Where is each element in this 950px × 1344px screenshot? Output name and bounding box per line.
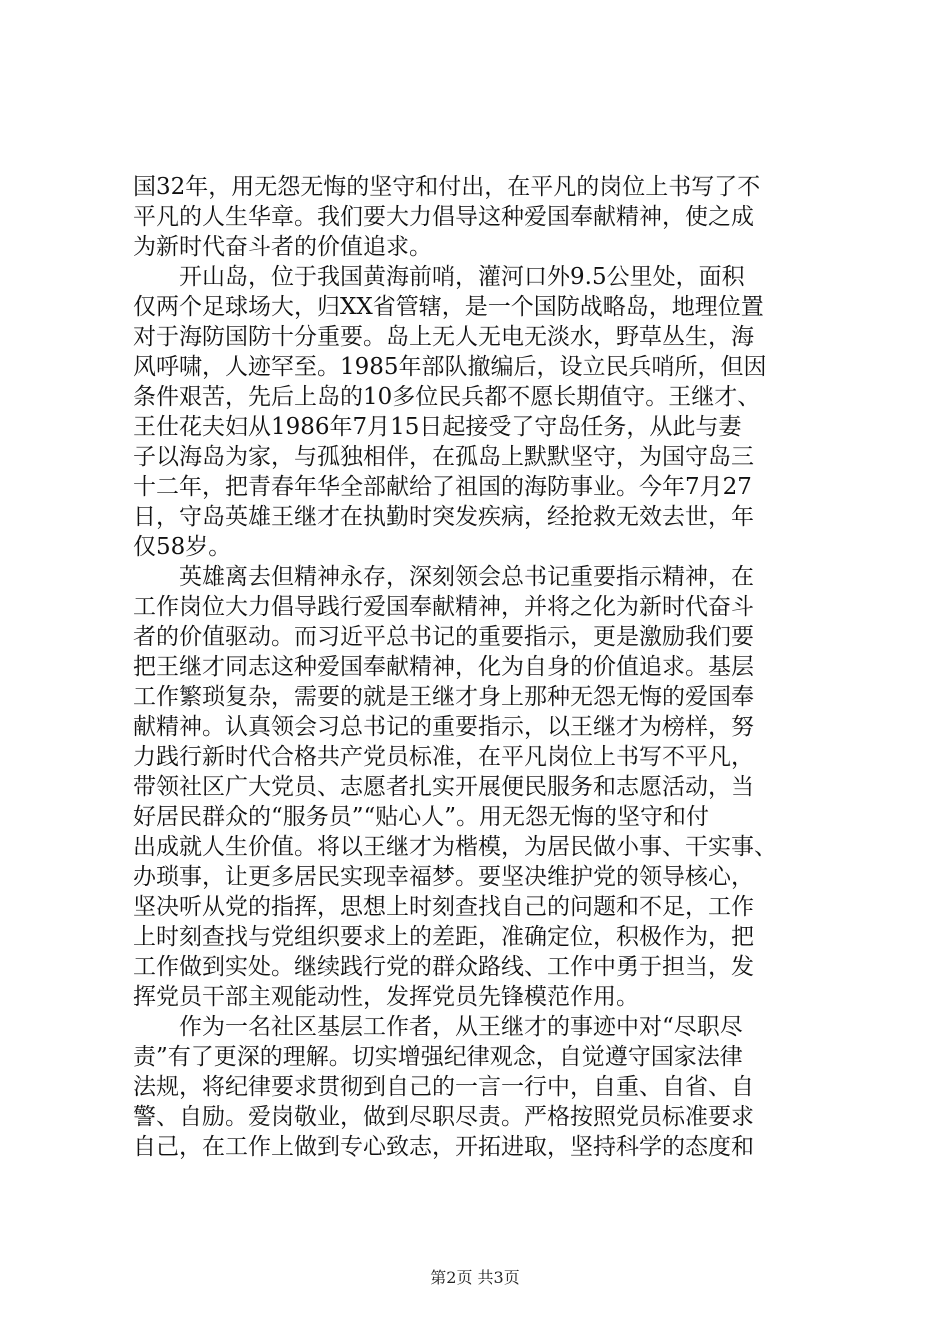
text-line: 仅58岁。: [133, 534, 232, 560]
text-line: 王仕花夫妇从1986年7月15日起接受了守岛任务，从此与妻: [133, 414, 742, 440]
text-line: 仅两个足球场大，归XX省管辖，是一个国防战略岛，地理位置: [133, 294, 764, 320]
page-footer: 第2页 共3页: [430, 1268, 520, 1287]
text-line: 英雄离去但精神永存，深刻领会总书记重要指示精神，在: [133, 564, 754, 590]
text-line: 国32年，用无怨无悔的坚守和付出，在平凡的岗位上书写了不: [133, 174, 761, 200]
text-line: 作为一名社区基层工作者，从王继才的事迹中对“尽职尽: [133, 1014, 743, 1040]
text-line: 工作繁琐复杂，需要的就是王继才身上那种无怨无悔的爱国奉: [133, 684, 754, 710]
text-line: 为新时代奋斗者的价值追求。: [133, 234, 432, 260]
text-line: 把王继才同志这种爱国奉献精神，化为自身的价值追求。基层: [133, 654, 754, 680]
text-line: 挥党员干部主观能动性，发挥党员先锋模范作用。: [133, 984, 639, 1010]
text-line: 办琐事，让更多居民实现幸福梦。要坚决维护党的领导核心，: [133, 864, 754, 890]
text-line: 坚决听从党的指挥，思想上时刻查找自己的问题和不足，工作: [133, 894, 754, 920]
text-line: 条件艰苦，先后上岛的10多位民兵都不愿长期值守。王继才、: [133, 384, 761, 410]
text-line: 者的价值驱动。而习近平总书记的重要指示，更是激励我们要: [133, 624, 754, 650]
text-line: 带领社区广大党员、志愿者扎实开展便民服务和志愿活动，当: [133, 774, 754, 800]
text-line: 自己，在工作上做到专心致志，开拓进取，坚持科学的态度和: [133, 1134, 754, 1160]
text-line: 工作做到实处。继续践行党的群众路线、工作中勇于担当，发: [133, 954, 754, 980]
text-line: 对于海防国防十分重要。岛上无人无电无淡水，野草丛生，海: [133, 324, 754, 350]
text-line: 好居民群众的“服务员”“贴心人”。用无怨无悔的坚守和付: [133, 804, 710, 830]
text-line: 警、自励。爱岗敬业，做到尽职尽责。严格按照党员标准要求: [133, 1104, 754, 1130]
text-line: 平凡的人生华章。我们要大力倡导这种爱国奉献精神，使之成: [133, 204, 754, 230]
text-line: 献精神。认真领会习总书记的重要指示，以王继才为榜样，努: [133, 714, 754, 740]
text-line: 力践行新时代合格共产党员标准，在平凡岗位上书写不平凡，: [133, 744, 754, 770]
text-line: 出成就人生价值。将以王继才为楷模，为居民做小事、干实事、: [133, 834, 777, 860]
text-line: 责”有了更深的理解。切实增强纪律观念，自觉遵守国家法律: [133, 1044, 743, 1070]
body-text: [133, 172, 833, 1162]
text-line: 法规，将纪律要求贯彻到自己的一言一行中，自重、自省、自: [133, 1074, 754, 1100]
text-line: 十二年，把青春年华全部献给了祖国的海防事业。今年7月27: [133, 474, 752, 500]
text-line: 子以海岛为家，与孤独相伴，在孤岛上默默坚守，为国守岛三: [133, 444, 754, 470]
text-line: 开山岛，位于我国黄海前哨，灌河口外9.5公里处，面积: [133, 264, 745, 290]
text-line: 风呼啸，人迹罕至。1985年部队撤编后，设立民兵哨所，但因: [133, 354, 767, 380]
text-line: 日，守岛英雄王继才在执勤时突发疾病，经抢救无效去世，年: [133, 504, 754, 530]
text-line: 工作岗位大力倡导践行爱国奉献精神，并将之化为新时代奋斗: [133, 594, 754, 620]
text-line: 上时刻查找与党组织要求上的差距，准确定位，积极作为，把: [133, 924, 754, 950]
